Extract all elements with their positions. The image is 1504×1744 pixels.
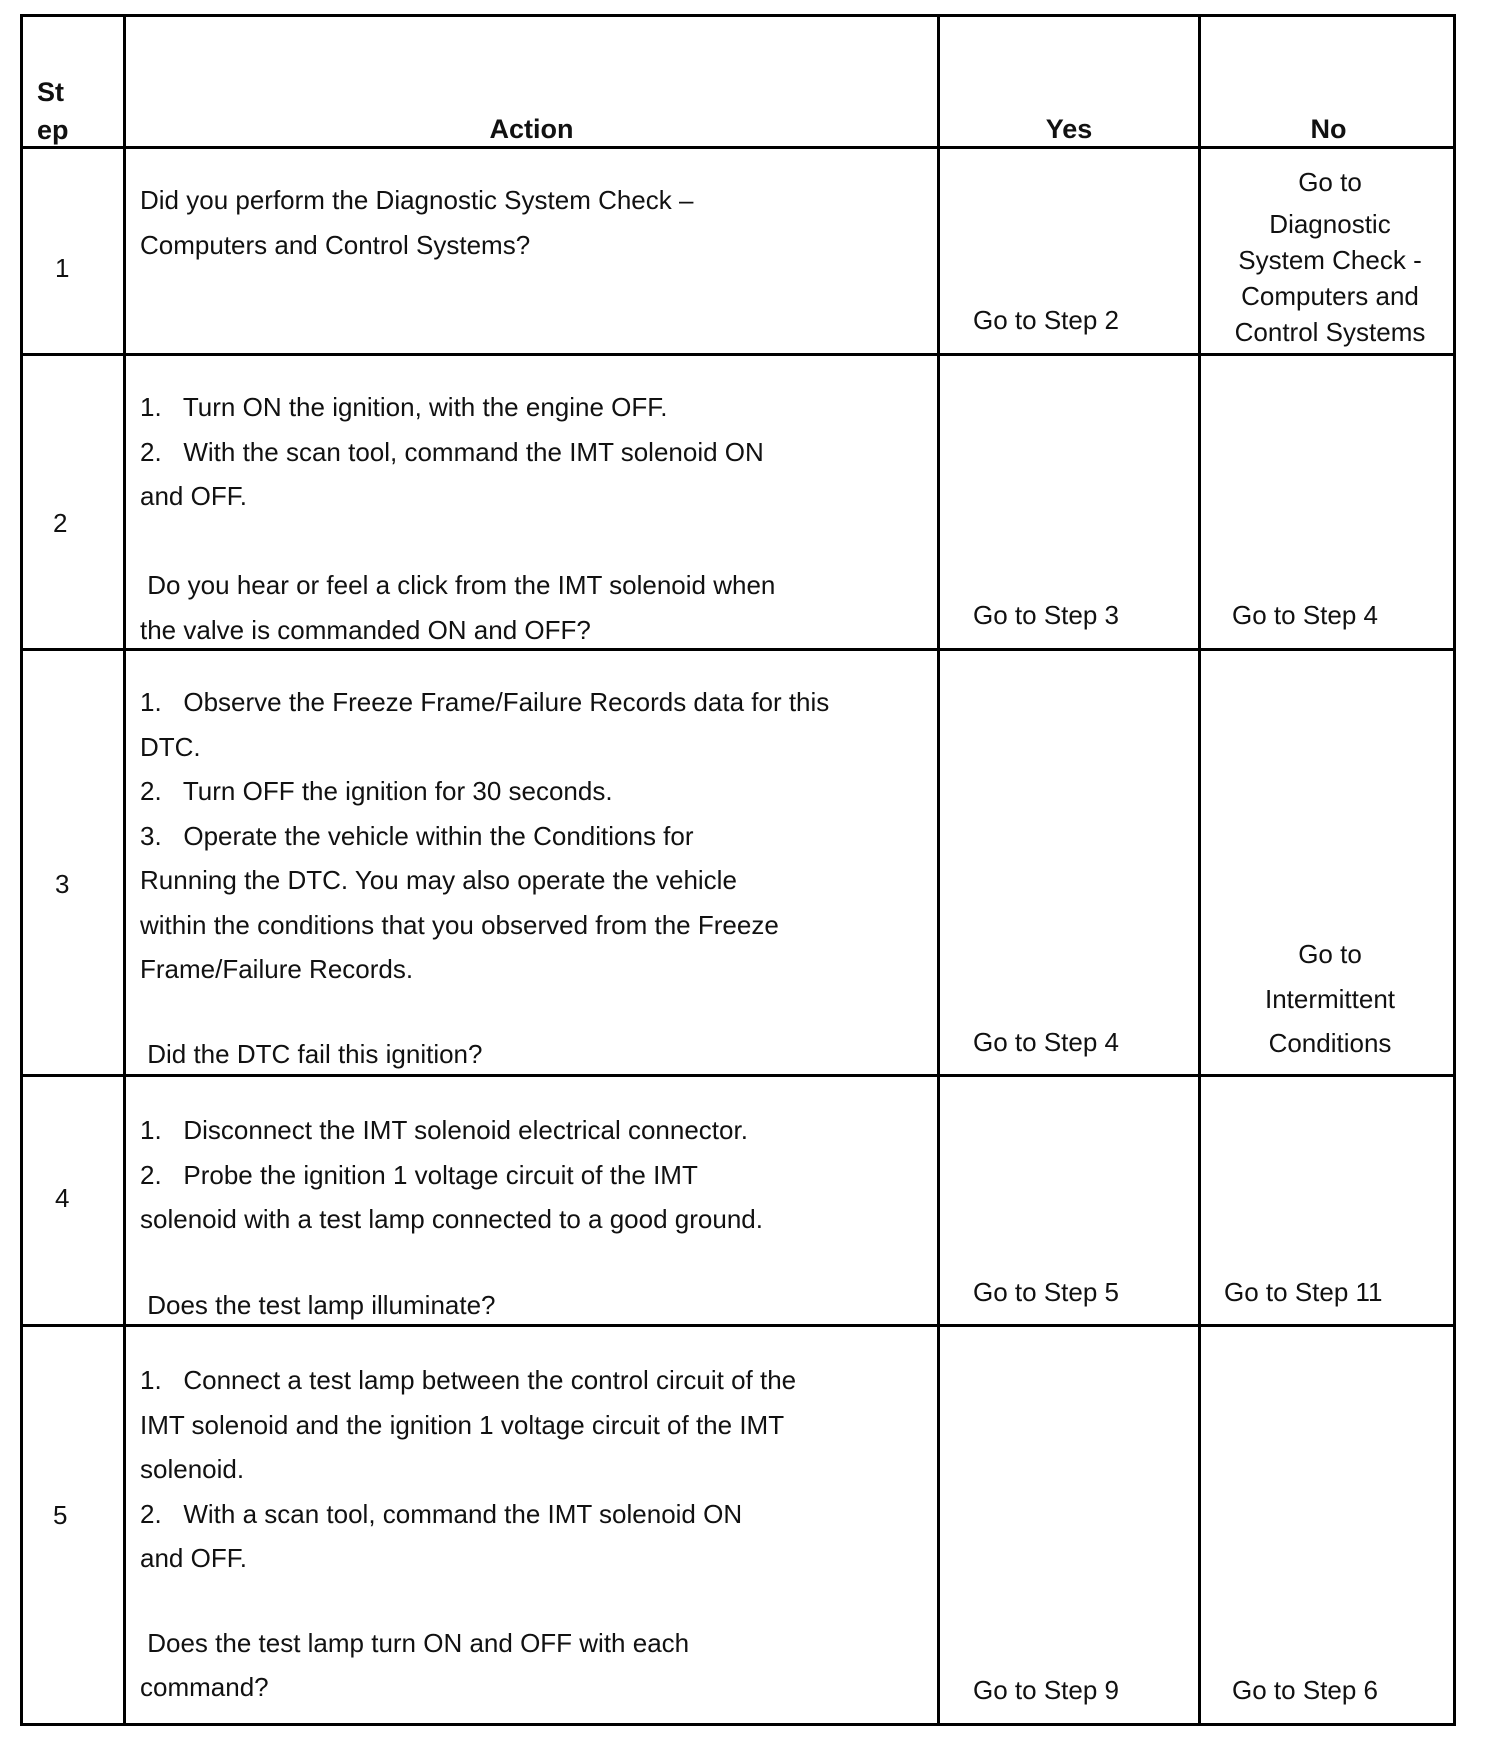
no-cell: Go to Step 11 <box>1224 1277 1383 1307</box>
header-yes: Yes <box>1045 114 1093 144</box>
question-line: Did the DTC fail this ignition? <box>140 1038 483 1069</box>
action-cell <box>140 1358 930 1710</box>
column-divider <box>937 17 940 1723</box>
yes-cell: Go to Step 2 <box>973 305 1119 335</box>
action-cell <box>140 385 930 652</box>
action-cell <box>140 1108 930 1327</box>
no-cell: Go to Step 4 <box>1232 600 1378 630</box>
action-line: solenoid with a test lamp connected to a good ground. <box>140 1204 763 1234</box>
action-line: and OFF. <box>140 481 247 511</box>
action-line: 1. Observe the Freeze Frame/Failure Records data for this <box>140 687 830 717</box>
action-line: Did you perform the Diagnostic System Check – <box>140 185 694 215</box>
no-line: Go to <box>1298 939 1362 969</box>
action-line: Running the DTC. You may also operate the vehicle <box>140 865 737 895</box>
header-step <box>37 73 69 149</box>
question-line: Does the test lamp turn ON and OFF with each <box>140 1627 690 1658</box>
question-line: the valve is commanded ON and OFF? <box>140 614 591 645</box>
diagnostic-table <box>20 14 1456 1726</box>
header-no: No <box>1310 114 1347 144</box>
no-line: Control Systems <box>1234 317 1426 347</box>
yes-cell: Go to Step 4 <box>973 1027 1119 1057</box>
action-line: 1. Disconnect the IMT solenoid electrical connector. <box>140 1115 748 1145</box>
step-number: 2 <box>53 508 68 538</box>
action-line: 2. Probe the ignition 1 voltage circuit of the IMT <box>140 1159 698 1190</box>
question-line: Do you hear or feel a click from the IMT solenoid when <box>140 570 776 600</box>
step-number: 4 <box>55 1183 70 1213</box>
action-cell <box>140 680 930 1076</box>
no-cell <box>1201 164 1459 350</box>
no-line: Diagnostic <box>1269 209 1391 239</box>
action-line: 2. With the scan tool, command the IMT solenoid ON <box>140 436 764 467</box>
row-divider <box>23 146 1453 149</box>
action-line: DTC. <box>140 731 201 762</box>
row-divider <box>23 353 1453 356</box>
question-line: Does the test lamp illuminate? <box>140 1289 496 1320</box>
no-line: Conditions <box>1268 1028 1392 1058</box>
action-line: solenoid. <box>140 1454 245 1484</box>
no-line: Go to <box>1298 167 1362 197</box>
action-line: 1. Turn ON the ignition, with the engine OFF. <box>140 392 668 422</box>
header-step-line: St <box>37 77 64 107</box>
yes-cell: Go to Step 3 <box>973 600 1119 630</box>
yes-cell: Go to Step 9 <box>973 1675 1119 1705</box>
action-line: and OFF. <box>140 1543 247 1573</box>
action-line: Computers and Control Systems? <box>140 229 531 260</box>
no-line: System Check - <box>1238 245 1422 275</box>
no-line: Computers and <box>1241 281 1419 311</box>
action-line: 1. Connect a test lamp between the control circuit of the <box>140 1365 797 1395</box>
action-line: 3. Operate the vehicle within the Conditions for <box>140 820 694 851</box>
yes-cell: Go to Step 5 <box>973 1277 1119 1307</box>
step-number: 3 <box>55 869 70 899</box>
question-line: command? <box>140 1672 269 1702</box>
no-cell <box>1201 932 1459 1066</box>
header-action: Action <box>489 114 574 144</box>
no-line: Intermittent <box>1264 983 1396 1014</box>
action-line: Frame/Failure Records. <box>140 954 414 984</box>
step-number: 5 <box>53 1500 68 1530</box>
step-number: 1 <box>55 253 70 283</box>
action-cell <box>140 178 930 267</box>
no-cell: Go to Step 6 <box>1232 1675 1378 1705</box>
action-line: 2. With a scan tool, command the IMT solenoid ON <box>140 1498 743 1529</box>
action-line: 2. Turn OFF the ignition for 30 seconds. <box>140 776 613 806</box>
action-line: IMT solenoid and the ignition 1 voltage circuit of the IMT <box>140 1409 785 1440</box>
header-step-line: ep <box>37 115 69 145</box>
action-line: within the conditions that you observed from the Freeze <box>140 909 779 940</box>
column-divider <box>123 17 126 1723</box>
